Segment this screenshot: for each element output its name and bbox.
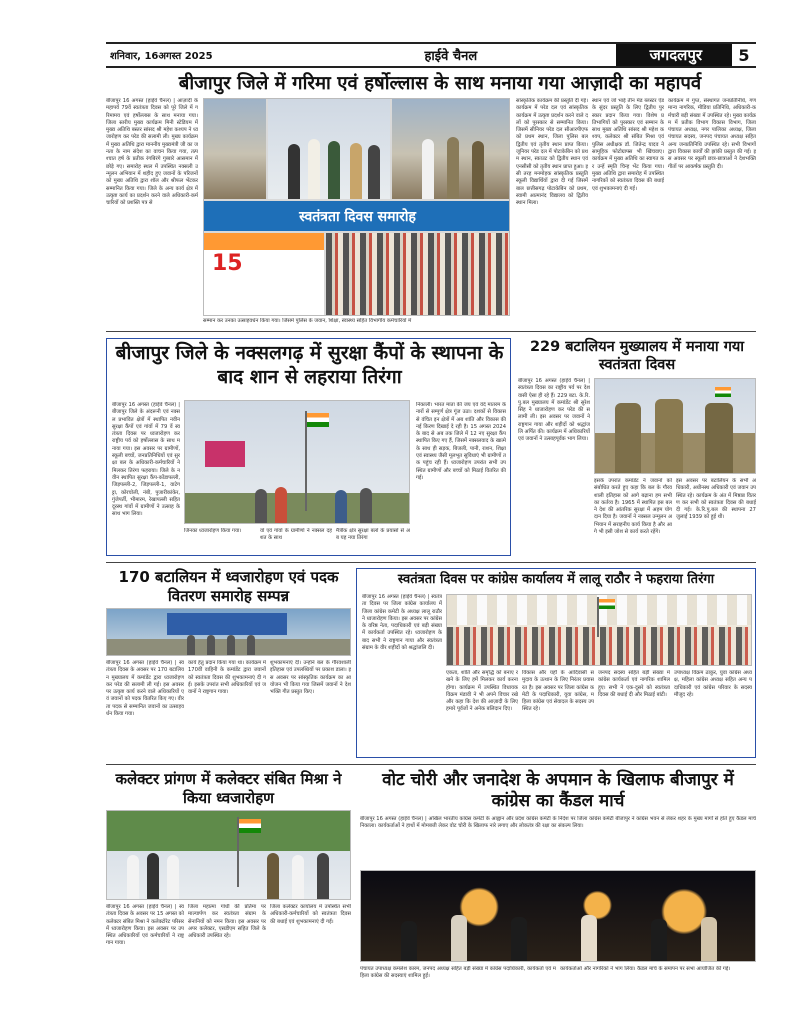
article6-headline: कलेक्टर प्रांगण में कलेक्टर संबित मिश्रा ने किया ध्वजारोहण: [115, 770, 342, 807]
article6-photo: [106, 810, 351, 900]
article3-photo: [594, 378, 756, 474]
article1-col1: बीजापुर 16 अगस्त (हाईवे चैनल) | आज़ादी के महापर्व 79वें स्वतंत्रता दिवस को पूरे जिले में गरिमामय एवं हर्षोल्लास के साथ मनाया गया। जिला स्तरीय मुख्य कार्यक्रम मिनी स्टेडियम में मुख्य अतिथि बस्तर सांसद श्री महेश कश्यप ने ध्वजारोहण कर परेड की सलामी ली। मुख्य कार्यक्रम में मुख्य अतिथि द्वारा माननीय मुख्यमंत्री जी का जनता के नाम संदेश का वाचन किया गया, तत्पश्चात हर्ष के प्रतीक रंगबिरंगे गुब्बारे आसमान में छोड़े गए। समारोह स्थल में उपस्थित नक्सली उन्मूलन अभियान में शहीद हुए जवानों के परिजनों को मुख्य अतिथि द्वारा शॉल और श्रीफल भेंटकर सम्मानित किया गया। जिले के अन्य कार्य क्षेत्र में उत्कृष्ट कार्य का प्रदर्शन करने वाले अधिकारी-कर्मचारियों को प्रशस्ति पत्र से: [106, 98, 198, 207]
article3-headline: 229 बटालियन मुख्यालय में मनाया गया स्वतंत्रता दिवस: [529, 339, 745, 374]
article4-col3: शुभकामनाएं दी। उन्होंने बल के गौरवशाली इतिहास एवं उपलब्धियों पर प्रकाश डाला। इस अवसर पर सांस्कृतिक कार्यक्रम का आयोजन भी किया गया जिसमें जवानों ने देशभक्ति गीत प्रस्तुत किए।: [270, 660, 351, 696]
hq-building: [167, 613, 287, 635]
article3-col1: बीजापुर 16 अगस्त (हाईवे चैनल) | स्वतंत्रता दिवस का राष्ट्रीय पर्व पर देशवासी ऐसा ही रहे हैं। 229 बटा. के.रि.पु.बल मुख्यालय में कमांडेंट श्री सुरेश सिंह ने ध्वजारोहण कर परेड की सलामी ली। इस अवसर पर जवानों ने राष्ट्रगान गाया और शहीदों को श्रद्धांजलि अर्पित की। कार्यक्रम में अधिकारियों एवं जवानों ने उत्साहपूर्वक भाग लिया।: [518, 378, 590, 443]
article1-photo-grid: [203, 98, 510, 316]
article3-col3: इस अवसर पर बटालियन के सभी अधिकारी, अधीनस्थ अधिकारी एवं जवान उपस्थित रहे। कार्यक्रम के अंत में मिष्ठान्न वितरण कर सभी को स्वतंत्रता दिवस की बधाई दी गई। के.रि.पु.बल की स्थापना 27 जुलाई 1939 को हुई थी।: [676, 478, 756, 521]
photo-dignitaries-tile: [268, 99, 390, 199]
paper-name: हाईवे चैनल: [424, 49, 478, 64]
article6-col3: जिला कलेक्टर कार्यालय में उपस्थित सभी अधिकारी-कर्मचारियों को स्वतंत्रता दिवस की बधाई एवं शुभकामनाएं दी गईं।: [270, 904, 351, 925]
tricolour-flag: [307, 413, 329, 427]
photo-banner-tile: [204, 201, 510, 231]
photo-parade-tile: [204, 99, 266, 199]
article7-col2: पंचायत उपाध्यक्ष कमलेश कारम, जनपद अध्यक्ष सहित बड़ी संख्या में कांग्रेस पदाधिकारी, कार्यकर्ता एवं महिला कांग्रेस की सदस्याएं शामिल हुईं।: [360, 966, 556, 980]
article4-col1: बीजापुर 16 अगस्त (हाईवे चैनल) | स्वतंत्रता दिवस के अवसर पर 170 बटालियन मुख्यालय में कमांडेंट द्वारा ध्वजारोहण कर परेड की सलामी ली गई। इस अवसर पर उत्कृष्ट कार्य करने वाले अधिकारियों एवं जवानों को पदक वितरित किए गए। वीरता पदक से सम्मानित जवानों का उत्साहवर्धन किया गया।: [106, 660, 184, 718]
photo-children-tile: [204, 233, 324, 316]
banner-text: स्वतंत्रता दिवस समारोह: [299, 208, 416, 225]
article6-col2: जिला महात्मा गांधी की प्रतिमा पर माल्यार्पण कर स्वतंत्रता संग्राम के सेनानियों को नमन किया। इस अवसर पर अपर कलेक्टर, एसडीएम सहित जिले के अधिकारी उपस्थित रहे।: [188, 904, 266, 940]
issue-date: शनिवार, 16अगस्त 2025: [110, 51, 213, 62]
tent: [205, 441, 245, 467]
masthead: [106, 42, 756, 68]
article1-col4: कार्यक्रम में गुप्त, संस्थागत जनप्रतिनिधि, गणमान्य नागरिक, मीडिया प्रतिनिधि, अधिकारी-कर्मचारी बड़ी संख्या में उपस्थित रहे। मुख्य कार्यक्रम में प्रतीक विभाग विकास विभाग, जिला पंचायत अध्यक्ष, नगर पालिका अध्यक्ष, जिला पंचायत सदस्य, जनपद पंचायत अध्यक्ष सहित अन्य जनप्रतिनिधि उपस्थित रहे। सभी विभागों द्वारा विकास कार्यों की झांकी प्रस्तुत की गई। इस अवसर पर स्कूली छात्र-छात्राओं ने देशभक्ति गीतों पर आकर्षक प्रस्तुति दी।: [668, 98, 756, 170]
article1-col2: सांस्कृतिक कार्यक्रम की प्रस्तुति दी गई। कार्यक्रम में परेड दल एवं सांस्कृतिक कार्यक्रम में उत्कृष्ट प्रदर्शन करने वाले दलों को पुरस्कार से सम्मानित किया। जिसमें सीनियर परेड दल सीआरपीएफ को प्रथम स्थान, जिला पुलिस बल द्वितीय एवं तृतीय स्थान प्राप्त किया। जूनियर परेड दल में पोटाकेबिन को प्रथम स्थान, स्काउट को द्वितीय स्थान एवं एनसीसी को तृतीय स्थान प्राप्त हुआ। इसी तरह मनमोहक सांस्कृतिक प्रस्तुति स्कूली विद्यार्थियों द्वारा दी गई जिसमें बाल छत्तीसगढ़ पोटाकेबिन को प्रथम, स्वामी आत्मानंद विद्यालय को द्वितीय स्थान मिला।: [516, 98, 588, 207]
article1-caption: सम्मान कर उनका उत्साहवर्धन किया गया। जिसमें पुलिस के जवान, शिक्षा, स्वास्थ्य सहित विभागीय कर्मचारियों में: [203, 318, 412, 324]
page-number: 5: [738, 45, 750, 65]
divider: [106, 764, 756, 765]
article7-headline: वोट चोरी और जनादेश के अपमान के खिलाफ बीजापुर में कांग्रेस का कैंडल मार्च: [382, 770, 734, 812]
divider: [106, 331, 756, 332]
flag-badge: [715, 387, 731, 397]
article2-col2: निकाली। भारत माता की जय एवं वंदे मातरम के नारों से सम्पूर्ण क्षेत्र गूंज उठा। दशकों से विकास से वंचित इन क्षेत्रों में अब शांति और विकास की नई किरण दिखाई दे रही है। 15 अगस्त 2024 के बाद से अब तक जिले में 12 नए सुरक्षा कैंप स्थापित किए गए हैं, जिसमें नक्सलवाद के खात्मे के साथ ही सड़क, बिजली, पानी, राशन, शिक्षा एवं स्वास्थ्य जैसी मूलभूत सुविधाएं भी ग्रामीणों तक पहुंच रही हैं। ध्वजारोहण उपरांत सभी उपस्थित ग्रामीणों और बच्चों को मिठाई वितरित की गई।: [416, 402, 506, 481]
article1-col3: स्थान एवं जो भाई तीन मेड ब्लस्टर ऐड के सुंदर प्रस्तुति के लिए द्वितीय पुरस्कार प्रदान किया गया। विशेष प्रतिभागियों को पुरस्कार एवं सम्मान के साथ मुख्य अतिथि सांसद श्री महेश कश्यप, कलेक्टर श्री संबित मिश्रा एवं पुलिस अधीक्षक डॉ. जितेन्द्र यादव ने सामूहिक फोटोग्राफ्स भी खिंचवाए। कार्यक्रम में मुख्य अतिथि का स्वागत कर उन्हें स्मृति चिन्ह भेंट किया गया। मुख्य अतिथि द्वारा समारोह में उपस्थित नागरिकों को स्वतंत्रता दिवस की बधाई एवं शुभकामनाएं दी गई।: [592, 98, 664, 192]
article2-headline: बीजापुर जिले के नक्सलगढ़ में सुरक्षा कैंपों के स्थापना के बाद शान से लहराया तिरंगा: [115, 342, 504, 388]
article7-photo: [360, 870, 756, 962]
article4-col2: कार्य हेतु प्रदान किया गया था। कार्यक्रम में 170वीं वाहिनी के कमांडेंट द्वारा जवानों को स्वतंत्रता दिवस की शुभकामनाएं दी गईं। इसके उपरांत सभी अधिकारियों एवं जवानों ने राष्ट्रगान गाया।: [188, 660, 266, 696]
article4-headline: 170 बटालियन में ध्वजारोहण एवं पदक वितरण समारोह सम्पन्न: [118, 568, 339, 605]
article5-col2: एकता, शांति और समृद्धि को बनाए रखने के लिए हमें मिलकर कार्य करना होगा। कार्यक्रम में उपस्थित विधायक विक्रम मंडावी ने भी अपने विचार रखे और कहा कि देश की आज़ादी के लिए हमारे पूर्वजों ने अनेक बलिदान दिए।: [446, 670, 518, 713]
photo-crowd-tile: [326, 233, 510, 316]
article3-col2: इसके उपरांत कमांडेंट ने जवानों को संबोधित करते हुए कहा कि बल के गौरवशाली इतिहास को आगे बढ़ाना हम सभी का कर्तव्य है। 1965 में स्थापित इस बल ने देश की आंतरिक सुरक्षा में अहम योगदान दिया है। जवानों ने नक्सल उन्मूलन अभियान में सराहनीय कार्य किया है और आगे भी इसी जोश से कार्य करते रहेंगे।: [594, 478, 672, 536]
article1-headline: बीजापुर जिले में गरिमा एवं हर्षोल्लास के साथ मनाया गया आज़ादी का महापर्व: [178, 73, 702, 94]
article5-col3: विकास और यहाँ के आदिवासी समुदाय के उत्थान के लिए निरंतर प्रयासरत है। इस अवसर पर जिला कांग्रेस कमेटी के पदाधिकारी, युवा कांग्रेस, महिला कांग्रेस एवं सेवादल के सदस्य उपस्थित रहे।: [522, 670, 594, 713]
article7-col3: कार्यकर्ताओं और नागरिकों ने भाग लिया। कैंडल मार्च के समापन पर सभा आयोजित की गई।: [560, 966, 731, 972]
divider: [106, 562, 756, 563]
article5-photo: [446, 594, 752, 666]
article2-col5: मैत्रीक क्षेत्र सुरक्षा बलों के प्रयासों से अब यह नया तिरंगा: [336, 528, 410, 542]
article2-col4: वों एवं गांवों के ग्रामीणों ने नक्सल दहशत के साथ: [260, 528, 332, 542]
article6-col1: बीजापुर 16 अगस्त (हाईवे चैनल) | स्वतंत्रता दिवस के अवसर पर 15 अगस्त को कलेक्टर संबित मिश्रा ने कलेक्टोरेट परिसर में ध्वजारोहण किया। इस अवसर पर उपस्थित अधिकारियों एवं कर्मचारियों ने राष्ट्रगान गाया।: [106, 904, 184, 947]
article4-photo: [106, 608, 351, 656]
article2-col1: बीजापुर 16 अगस्त (हाईवे चैनल) | बीजापुर जिले के अंदरूनी एवं नक्सल प्रभावित क्षेत्रों में स्थापित नवीन सुरक्षा कैंपों एवं गांवों में 79 वें स्वतंत्रता दिवस पर ध्वजारोहण कर राष्ट्रीय पर्व को हर्षोल्लास के साथ मनाया गया। इस अवसर पर ग्रामीणों, स्कूली बच्चों, जनप्रतिनिधियों एवं सुरक्षा बल के अधिकारी-कर्मचारियों ने मिलकर तिरंगा फहराया। जिले के नवीन स्थापित सुरक्षा कैंप-कोंडापल्ली, जिड़पल्ली-2, जिड़पल्ली-1, वाटेगट्टा, कोरचोली, नंबी, पुजारीकांकेर, गुंजेपर्ती, भीमारम, रेखापल्ली सहित दूरस्थ गांवों में ग्रामीणों ने उत्साह के साथ भाग लिया।: [112, 402, 180, 518]
edition-city: जगदलपुर: [616, 44, 732, 66]
article7-col1: बीजापुर 16 अगस्त (हाईवे चैनल) | अखिल भारतीय कांग्रेस कमेटी के आह्वान और प्रदेश कांग्रेस कमेटी के निर्देश पर जिला कांग्रेस कमेटी बीजापुर ने कांग्रेस भवन से लेकर शहर के मुख्य मार्गों से होते हुए कैंडल मार्च निकाला। कार्यकर्ताओं ने हाथों में मोमबत्ती लेकर वोट चोरी के खिलाफ नारे लगाए और लोकतंत्र की रक्षा का संकल्प लिया।: [360, 816, 756, 830]
article5-headline: स्वतंत्रता दिवस पर कांग्रेस कार्यालय में लालू राठौर ने फहराया तिरंगा: [397, 572, 715, 587]
banner-number: 15: [212, 251, 243, 276]
photo-salute-tile: [392, 99, 510, 199]
article5-col1: बीजापुर 16 अगस्त (हाईवे चैनल) | स्वतंत्रता दिवस पर जिला कांग्रेस कार्यालय में जिला कांग्रेस कमेटी के अध्यक्ष लालू राठौर ने ध्वजारोहण किया। इस अवसर पर कांग्रेस के वरिष्ठ नेता, पदाधिकारी एवं बड़ी संख्या में कार्यकर्ता उपस्थित रहे। ध्वजारोहण के बाद सभी ने राष्ट्रगान गाया और स्वतंत्रता संग्राम के वीर शहीदों को श्रद्धांजलि दी।: [362, 594, 442, 652]
article2-col3: जिनका ध्वजारोहण किया गया।: [184, 528, 242, 534]
article5-col4: जनपद सदस्य सहित बड़ी संख्या में कांग्रेस कार्यकर्ता एवं नागरिक शामिल हुए। सभी ने एक-दूसरे को स्वतंत्रता दिवस की बधाई दी और मिठाई बांटी।: [598, 670, 670, 698]
article5-col5: उपाध्यक्ष विक्रम ठाकुर, युवा कांग्रेस अध्यक्ष, महिला कांग्रेस अध्यक्ष सहित अन्य पदाधिकारी एवं कांग्रेस परिवार के सदस्य मौजूद रहे।: [674, 670, 752, 698]
article2-flag-photo: [184, 400, 410, 524]
